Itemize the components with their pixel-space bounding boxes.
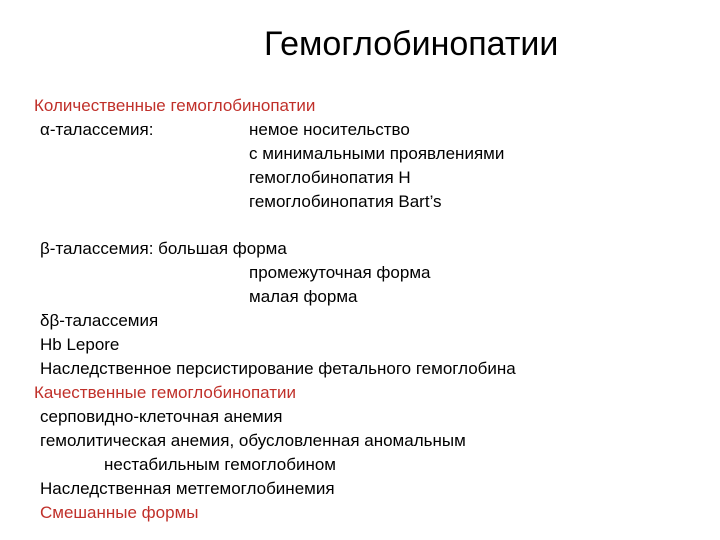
beta-thalassemia-label: β-талассемия: большая форма: [40, 239, 287, 258]
slide-title: Гемоглобинопатии: [264, 25, 559, 63]
alpha-form-bart: гемоглобинопатия Bart’s: [249, 192, 442, 211]
beta-form-intermedia: промежуточная форма: [249, 263, 431, 282]
mixed-forms-heading: Смешанные формы: [40, 503, 199, 522]
qualitative-heading: Качественные гемоглобинопатии: [34, 383, 297, 402]
unstable-hemoglobin-line: нестабильным гемоглобином: [104, 455, 336, 474]
alpha-thalassemia-label: α-талассемия:: [40, 120, 154, 139]
alpha-form-hbh: гемоглобинопатия H: [249, 168, 411, 187]
beta-form-minor: малая форма: [249, 287, 358, 306]
alpha-form-minimal: с минимальными проявлениями: [249, 144, 505, 163]
hpfh-line: Наследственное персистирование фетального гемоглобина: [40, 359, 516, 378]
quantitative-heading: Количественные гемоглобинопатии: [34, 96, 316, 115]
sickle-cell-anemia: серповидно-клеточная анемия: [40, 407, 283, 426]
delta-beta-thalassemia: δβ-талассемия: [40, 311, 159, 330]
hb-lepore: Hb Lepore: [40, 335, 120, 354]
methemoglobinemia: Наследственная метгемоглобинемия: [40, 479, 335, 498]
alpha-form-silent-carrier: немое носительство: [249, 120, 410, 139]
hemolytic-anemia-line: гемолитическая анемия, обусловленная аномальным: [40, 431, 466, 450]
